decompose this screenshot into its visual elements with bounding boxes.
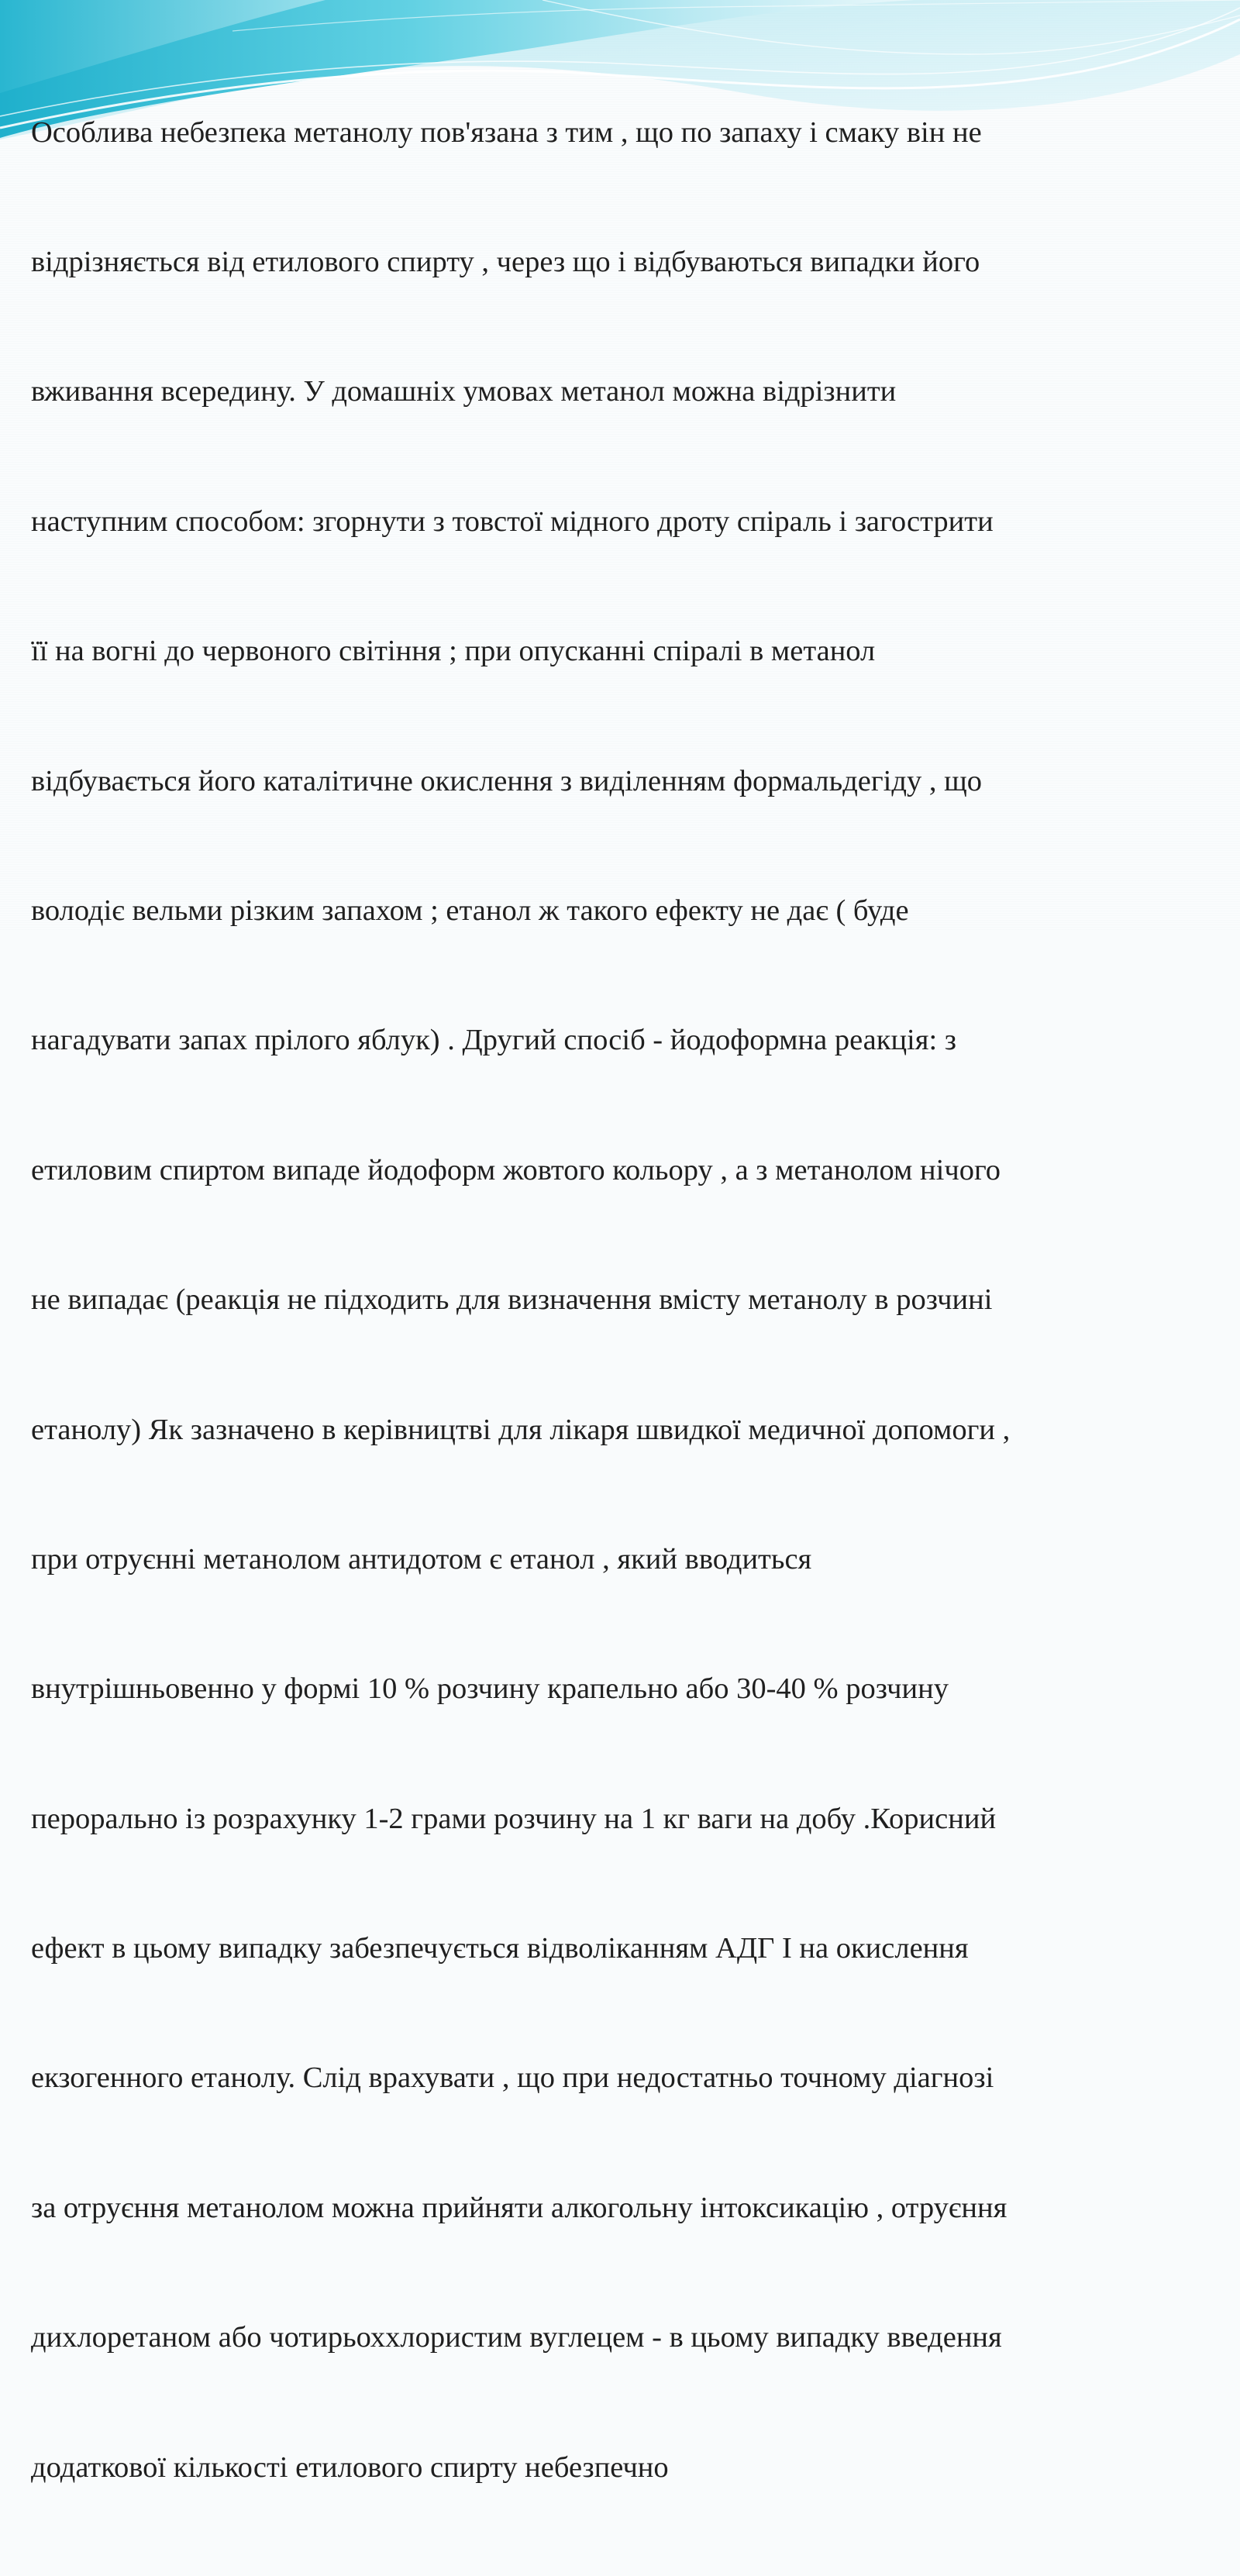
text-line: ефект в цьому випадку забезпечується відволіканням АДГ I на окислення	[31, 1932, 969, 1965]
text-line: за отруєння метанолом можна прийняти алкогольну інтоксикацію , отруєння	[31, 2191, 1008, 2224]
text-line: відбувається його каталітичне окислення з виділенням формальдегіду , що	[31, 764, 982, 797]
text-line: етиловим спиртом випаде йодоформ жовтого кольору , а з метанолом нічого	[31, 1153, 1001, 1186]
text-line: екзогенного етанолу. Слід врахувати , що при недостатньо точному діагнозі	[31, 2061, 994, 2095]
text-line: наступним способом: згорнути з товстої мідного дроту спіраль і загострити	[31, 505, 994, 538]
body-text	[31, 25, 1228, 2576]
text-line: внутрішньовенно у формі 10 % розчину крапельно або 30-40 % розчину	[31, 1672, 949, 1706]
text-line: володіє вельми різким запахом ; етанол ж такого ефекту не дає ( буде	[31, 894, 909, 927]
text-line: відрізняється від етилового спирту , через що і відбуваються випадки його	[31, 245, 980, 278]
text-line: її на вогні до червоного світіння ; при опусканні спіралі в метанол	[31, 635, 876, 668]
text-line: етанолу) Як зазначено в керівництві для лікаря швидкої медичної допомоги ,	[31, 1413, 1011, 1446]
text-line: дихлоретаном або чотирьоххлористим вуглецем - в цьому випадку введення	[31, 2321, 1002, 2354]
text-line: не випадає (реакція не підходить для визначення вмісту метанолу в розчині	[31, 1283, 993, 1317]
text-line: при отруєнні метанолом антидотом є етанол , який вводиться	[31, 1542, 812, 1576]
text-line: додаткової кількості етилового спирту небезпечно	[31, 2450, 669, 2484]
text-line: Особлива небезпека метанолу пов'язана з тим , що по запаху і смаку він не	[31, 115, 982, 149]
text-line: перорально із розрахунку 1-2 грами розчину на 1 кг ваги на добу .Корисний	[31, 1802, 997, 1835]
text-line: нагадувати запах прілого яблук) . Другий спосіб - йодоформна реакція: з	[31, 1024, 956, 1057]
text-line: вживання всередину. У домашніх умовах метанол можна відрізнити	[31, 375, 897, 408]
